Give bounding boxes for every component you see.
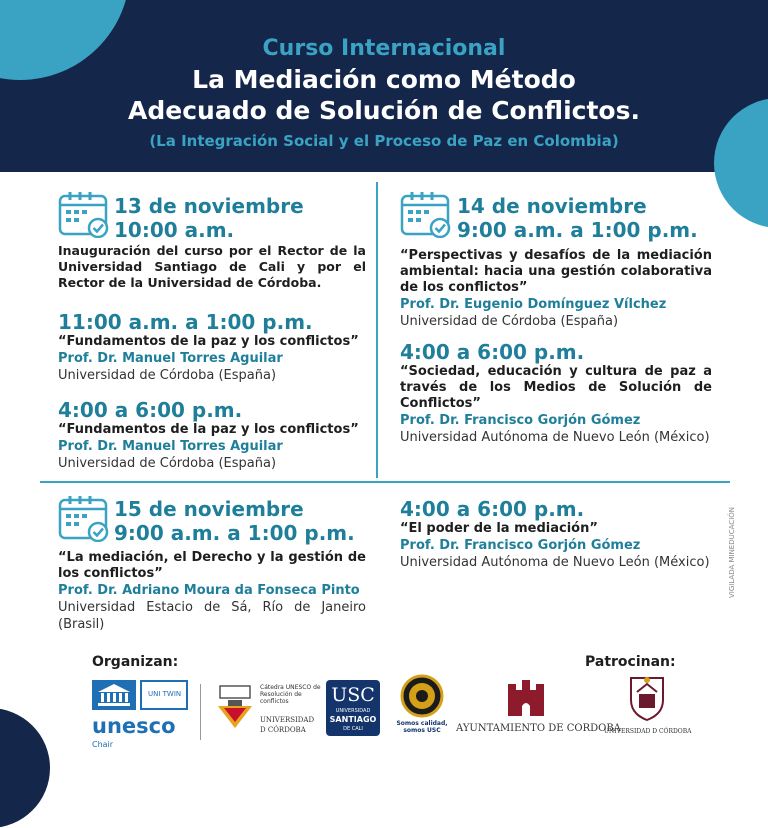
vigilada-mark: VIGILADA MINEDUCACIÓN: [728, 507, 736, 598]
uco-text: UNIVERSIDAD D CÓRDOBA: [604, 728, 692, 735]
day1-session2: [58, 310, 368, 384]
session-talk: “La mediación, el Derecho y la gestión de los conflictos”: [58, 550, 366, 581]
uco-logo: [604, 674, 690, 742]
day3-session1: [58, 550, 366, 633]
day1-opening: Inauguración del curso por el Rector de la Universidad Santiago de Cali y por el Rector de la Universidad de Córdoba.: [58, 243, 366, 290]
session-time: 11:00 a.m. a 1:00 p.m.: [58, 310, 313, 334]
session-prof: Prof. Dr. Eugenio Domínguez Vílchez: [400, 297, 667, 312]
unesco-chair-logo: [92, 680, 192, 750]
usc-line3: DE CALI: [343, 726, 363, 732]
course-type: Curso Internacional: [262, 36, 506, 61]
temple-icon: [92, 680, 136, 710]
ayuntamiento-text: AYUNTAMIENTO DE CORDOBA: [456, 723, 621, 734]
patrocinan-label: Patrocinan:: [585, 654, 676, 670]
divider-horizontal: [40, 481, 730, 483]
session-uni: Universidad de Córdoba (España): [58, 456, 277, 471]
session-uni: Universidad Estacio de Sá, Río de Janeiro (Brasil): [58, 600, 366, 632]
session-uni: Universidad de Córdoba (España): [58, 368, 277, 383]
day1-session3: [58, 398, 368, 472]
castle-icon: [504, 676, 548, 718]
ayuntamiento-logo: [456, 676, 621, 742]
day3-session2: [400, 497, 712, 571]
day2-date: 14 de noviembre: [457, 194, 647, 218]
day3-date: 15 de noviembre: [114, 497, 304, 521]
course-title: [0, 64, 768, 126]
day2-session2: [400, 340, 712, 446]
session-talk: “Fundamentos de la paz y los conflictos”: [58, 422, 359, 437]
usc-logo: [326, 680, 380, 736]
session-uni: Universidad Autónoma de Nuevo León (México): [400, 430, 710, 445]
unitwin-text: UNI TWIN: [148, 690, 182, 698]
session-time: 4:00 a 6:00 p.m.: [58, 398, 243, 422]
day2-time: 9:00 a.m. a 1:00 p.m.: [457, 218, 698, 242]
calendar-check-icon: [58, 494, 110, 542]
session-prof: Prof. Dr. Manuel Torres Aguilar: [58, 351, 283, 366]
divider-vertical: [376, 182, 378, 478]
logo-divider: [200, 684, 201, 740]
session-prof: Prof. Dr. Francisco Gorjón Gómez: [400, 538, 641, 553]
session-prof: Prof. Dr. Francisco Gorjón Gómez: [400, 413, 641, 428]
catedra-uni-line2: D CÓRDOBA: [260, 726, 306, 734]
day2-heading: [457, 194, 698, 242]
usc-slogan: Somos calidad, somos USC: [396, 720, 448, 734]
unesco-word: unesco: [92, 714, 176, 738]
session-time: 4:00 a 6:00 p.m.: [400, 340, 585, 364]
session-talk: “El poder de la mediación”: [400, 521, 598, 536]
catedra-emblem-icon: [214, 684, 256, 736]
course-title-line1: La Mediación como Método: [192, 65, 576, 94]
unesco-temple-icon: [92, 680, 136, 710]
catedra-uni-line1: UNIVERSIDAD: [260, 716, 315, 724]
usc-short: USC: [331, 684, 375, 706]
decorative-circle: [0, 708, 50, 828]
unesco-chair: Chair: [92, 740, 114, 749]
seal-icon: [396, 674, 448, 718]
organizan-label: Organizan:: [92, 654, 179, 670]
session-uni: Universidad Autónoma de Nuevo León (México): [400, 555, 710, 570]
day3-heading: [114, 497, 355, 545]
day1-heading: [114, 194, 304, 242]
day2-session1: [400, 248, 712, 330]
session-talk: “Fundamentos de la paz y los conflictos”: [58, 334, 359, 349]
uco-shield-icon: [627, 674, 667, 722]
day1-time: 10:00 a.m.: [114, 218, 235, 242]
session-prof: Prof. Dr. Adriano Moura da Fonseca Pinto: [58, 583, 360, 598]
unitwin-box: [140, 680, 188, 710]
day3-time: 9:00 a.m. a 1:00 p.m.: [114, 521, 355, 545]
course-title-line2: Adecuado de Solución de Conflictos.: [128, 96, 640, 125]
calendar-check-icon: [58, 190, 110, 238]
session-prof: Prof. Dr. Manuel Torres Aguilar: [58, 439, 283, 454]
session-talk: “Sociedad, educación y cultura de paz a través de los Medios de Solución de Conflictos”: [400, 364, 712, 411]
day1-date: 13 de noviembre: [114, 194, 304, 218]
header-banner: [0, 0, 768, 172]
catedra-text: Cátedra UNESCO de Resolución de conflictos: [260, 684, 321, 705]
calendar-check-icon: [400, 190, 452, 238]
course-subtitle: (La Integración Social y el Proceso de Paz en Colombia): [149, 132, 619, 150]
session-talk: “Perspectivas y desafíos de la mediación ambiental: hacia una gestión colaborativa de los conflictos”: [400, 248, 712, 295]
catedra-unesco-logo: [214, 684, 320, 740]
usc-line2: SANTIAGO: [329, 715, 377, 724]
usc-seal-logo: [393, 674, 451, 740]
usc-line1: UNIVERSIDAD: [335, 708, 371, 714]
session-uni: Universidad de Córdoba (España): [400, 314, 619, 329]
session-time: 4:00 a 6:00 p.m.: [400, 497, 585, 521]
